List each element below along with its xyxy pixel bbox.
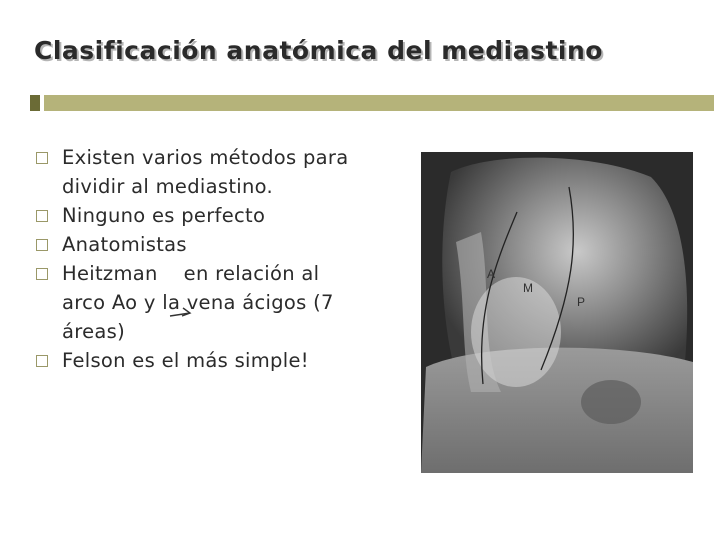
label-p: P — [577, 295, 586, 309]
title-accent-square — [30, 95, 40, 111]
chest-xray-image — [421, 152, 693, 473]
title-accent-bar — [44, 95, 714, 111]
label-m: M — [523, 281, 533, 295]
bullet-list — [36, 143, 396, 375]
bullet-item: Felson es el más simple! — [36, 346, 396, 375]
bullet-item: Heitzman en relación al arco Ao y la vena ácigos (7 áreas) — [36, 259, 396, 346]
square-bullet-icon — [36, 239, 48, 251]
square-bullet-icon — [36, 268, 48, 280]
bullet-item: Anatomistas — [36, 230, 396, 259]
bullet-item: Existen varios métodos para dividir al mediastino. — [36, 143, 396, 201]
slide-title: Clasificación anatómica del mediastino — [34, 36, 603, 65]
label-a: A — [487, 267, 496, 281]
square-bullet-icon — [36, 152, 48, 164]
bullet-item: Ninguno es perfecto — [36, 201, 396, 230]
square-bullet-icon — [36, 210, 48, 222]
square-bullet-icon — [36, 355, 48, 367]
arrow-icon — [168, 303, 194, 321]
